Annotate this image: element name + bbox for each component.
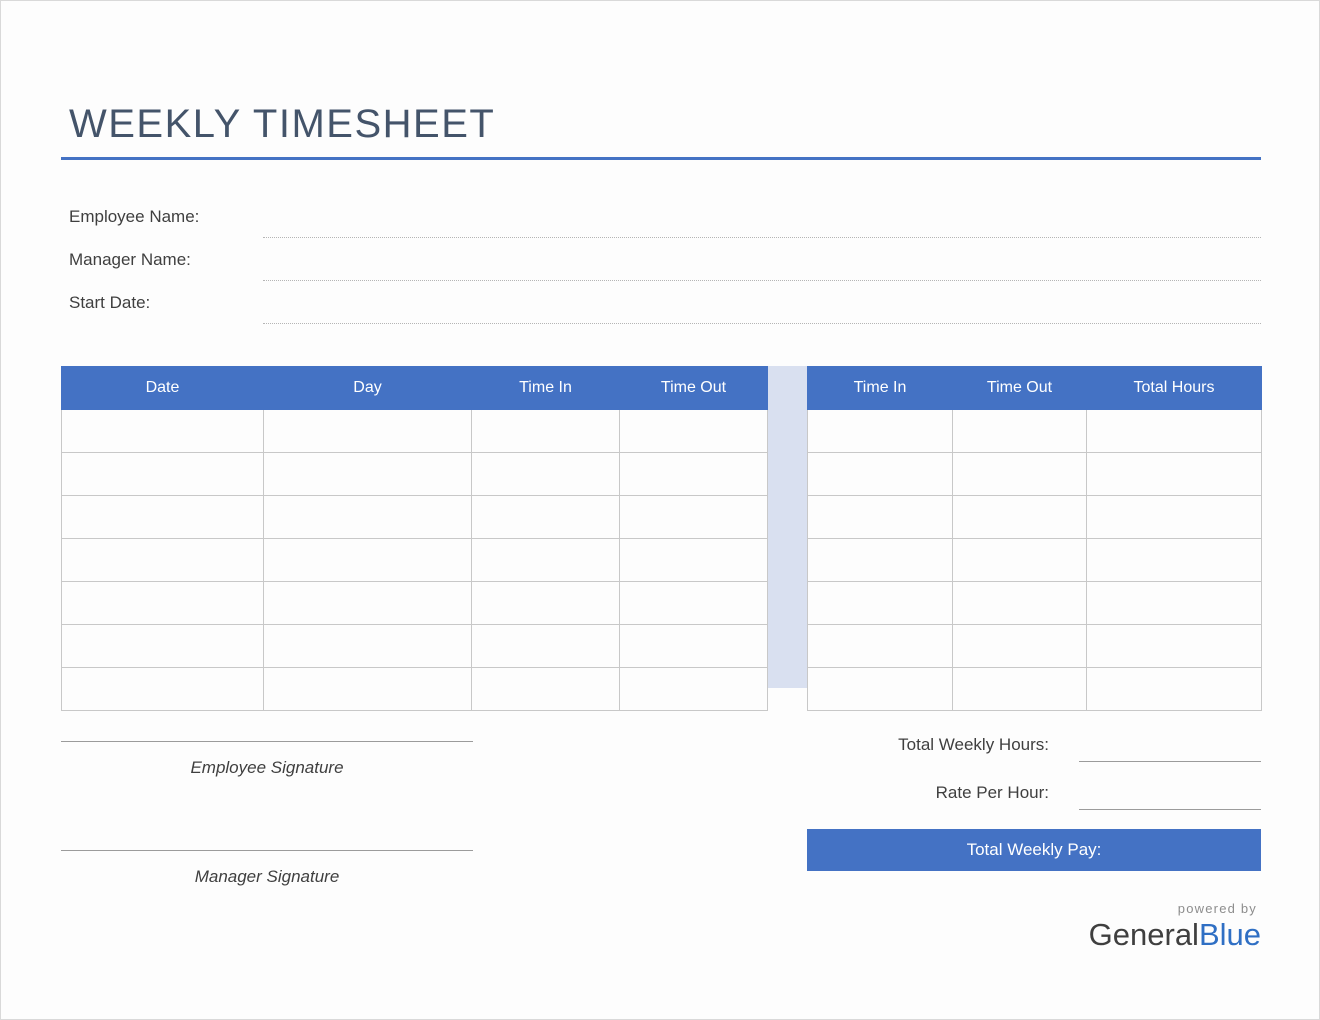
column-header-time-in-2: Time In xyxy=(808,367,953,410)
cell-total-hours[interactable] xyxy=(1087,539,1262,582)
table-row xyxy=(808,668,1262,711)
cell-day[interactable] xyxy=(264,582,472,625)
table-header-row-right xyxy=(808,367,1262,410)
column-header-time-out-2: Time Out xyxy=(953,367,1087,410)
table-row xyxy=(808,582,1262,625)
table-row xyxy=(62,539,768,582)
cell-time-out-2[interactable] xyxy=(953,496,1087,539)
cell-date[interactable] xyxy=(62,496,264,539)
cell-time-in[interactable] xyxy=(472,496,620,539)
cell-time-in[interactable] xyxy=(472,582,620,625)
table-row xyxy=(808,625,1262,668)
cell-time-in-2[interactable] xyxy=(808,668,953,711)
timesheet-table-right xyxy=(807,366,1262,711)
cell-date[interactable] xyxy=(62,453,264,496)
brand-name-second: Blue xyxy=(1198,917,1261,952)
table-row xyxy=(808,453,1262,496)
powered-by-label: powered by xyxy=(1177,901,1257,916)
cell-day[interactable] xyxy=(264,453,472,496)
cell-time-in[interactable] xyxy=(472,539,620,582)
cell-time-out-2[interactable] xyxy=(953,453,1087,496)
table-row xyxy=(62,453,768,496)
cell-time-in[interactable] xyxy=(472,410,620,453)
total-weekly-pay-label: Total Weekly Pay: xyxy=(966,840,1102,859)
table-row xyxy=(62,625,768,668)
cell-time-out[interactable] xyxy=(620,582,768,625)
cell-time-in-2[interactable] xyxy=(808,453,953,496)
table-row xyxy=(62,496,768,539)
cell-time-in-2[interactable] xyxy=(808,410,953,453)
brand-logo xyxy=(961,901,1261,952)
cell-time-out-2[interactable] xyxy=(953,410,1087,453)
rate-per-hour-input[interactable] xyxy=(1079,809,1261,810)
total-weekly-pay-bar[interactable] xyxy=(807,829,1261,871)
manager-name-row xyxy=(61,242,1261,285)
table-row xyxy=(62,668,768,711)
total-weekly-hours-input[interactable] xyxy=(1079,761,1261,762)
cell-time-in-2[interactable] xyxy=(808,496,953,539)
cell-total-hours[interactable] xyxy=(1087,668,1262,711)
employee-signature-caption: Employee Signature xyxy=(190,758,344,777)
table-row xyxy=(808,539,1262,582)
rate-per-hour-label: Rate Per Hour: xyxy=(935,783,1049,802)
employee-name-input[interactable] xyxy=(263,237,1261,238)
cell-date[interactable] xyxy=(62,410,264,453)
cell-time-out[interactable] xyxy=(620,496,768,539)
cell-time-in[interactable] xyxy=(472,668,620,711)
cell-time-out[interactable] xyxy=(620,539,768,582)
column-header-time-out: Time Out xyxy=(620,367,768,410)
cell-time-in-2[interactable] xyxy=(808,582,953,625)
cell-time-out[interactable] xyxy=(620,453,768,496)
cell-day[interactable] xyxy=(264,496,472,539)
page-title: WEEKLY TIMESHEET xyxy=(69,102,496,146)
manager-name-input[interactable] xyxy=(263,280,1261,281)
title-block xyxy=(61,101,1261,160)
cell-time-in-2[interactable] xyxy=(808,625,953,668)
rate-per-hour-row xyxy=(807,777,1261,825)
employee-name-label: Employee Name: xyxy=(69,207,200,226)
start-date-row xyxy=(61,285,1261,328)
column-header-date: Date xyxy=(62,367,264,410)
employee-info-section xyxy=(61,199,1261,328)
cell-date[interactable] xyxy=(62,625,264,668)
start-date-input[interactable] xyxy=(263,323,1261,324)
signature-section xyxy=(61,741,481,887)
total-weekly-hours-label: Total Weekly Hours: xyxy=(898,735,1049,754)
cell-time-in[interactable] xyxy=(472,453,620,496)
cell-time-out-2[interactable] xyxy=(953,668,1087,711)
cell-day[interactable] xyxy=(264,625,472,668)
cell-total-hours[interactable] xyxy=(1087,625,1262,668)
table-row xyxy=(808,410,1262,453)
table-header-row-left xyxy=(62,367,768,410)
cell-time-out-2[interactable] xyxy=(953,539,1087,582)
cell-day[interactable] xyxy=(264,668,472,711)
table-row xyxy=(62,582,768,625)
signature-spacer xyxy=(61,778,481,850)
cell-date[interactable] xyxy=(62,582,264,625)
column-header-total-hours: Total Hours xyxy=(1087,367,1262,410)
totals-section xyxy=(807,729,1261,859)
table-divider xyxy=(767,366,807,688)
table-row xyxy=(62,410,768,453)
cell-time-out-2[interactable] xyxy=(953,582,1087,625)
cell-time-in[interactable] xyxy=(472,625,620,668)
column-header-day: Day xyxy=(264,367,472,410)
total-weekly-hours-row xyxy=(807,729,1261,777)
start-date-label: Start Date: xyxy=(69,293,151,312)
cell-total-hours[interactable] xyxy=(1087,453,1262,496)
timesheet-table-left xyxy=(61,366,768,711)
column-header-time-in: Time In xyxy=(472,367,620,410)
cell-time-out-2[interactable] xyxy=(953,625,1087,668)
cell-total-hours[interactable] xyxy=(1087,410,1262,453)
cell-day[interactable] xyxy=(264,410,472,453)
brand-name xyxy=(961,916,1261,952)
title-underline xyxy=(61,157,1261,160)
cell-time-out[interactable] xyxy=(620,410,768,453)
cell-total-hours[interactable] xyxy=(1087,496,1262,539)
cell-day[interactable] xyxy=(264,539,472,582)
cell-time-in-2[interactable] xyxy=(808,539,953,582)
cell-total-hours[interactable] xyxy=(1087,582,1262,625)
table-row xyxy=(808,496,1262,539)
manager-signature-caption: Manager Signature xyxy=(194,867,340,886)
brand-name-first: General xyxy=(1088,917,1199,952)
cell-time-out[interactable] xyxy=(620,625,768,668)
manager-name-label: Manager Name: xyxy=(69,250,191,269)
employee-name-row xyxy=(61,199,1261,242)
cell-date[interactable] xyxy=(62,668,264,711)
cell-time-out[interactable] xyxy=(620,668,768,711)
cell-date[interactable] xyxy=(62,539,264,582)
